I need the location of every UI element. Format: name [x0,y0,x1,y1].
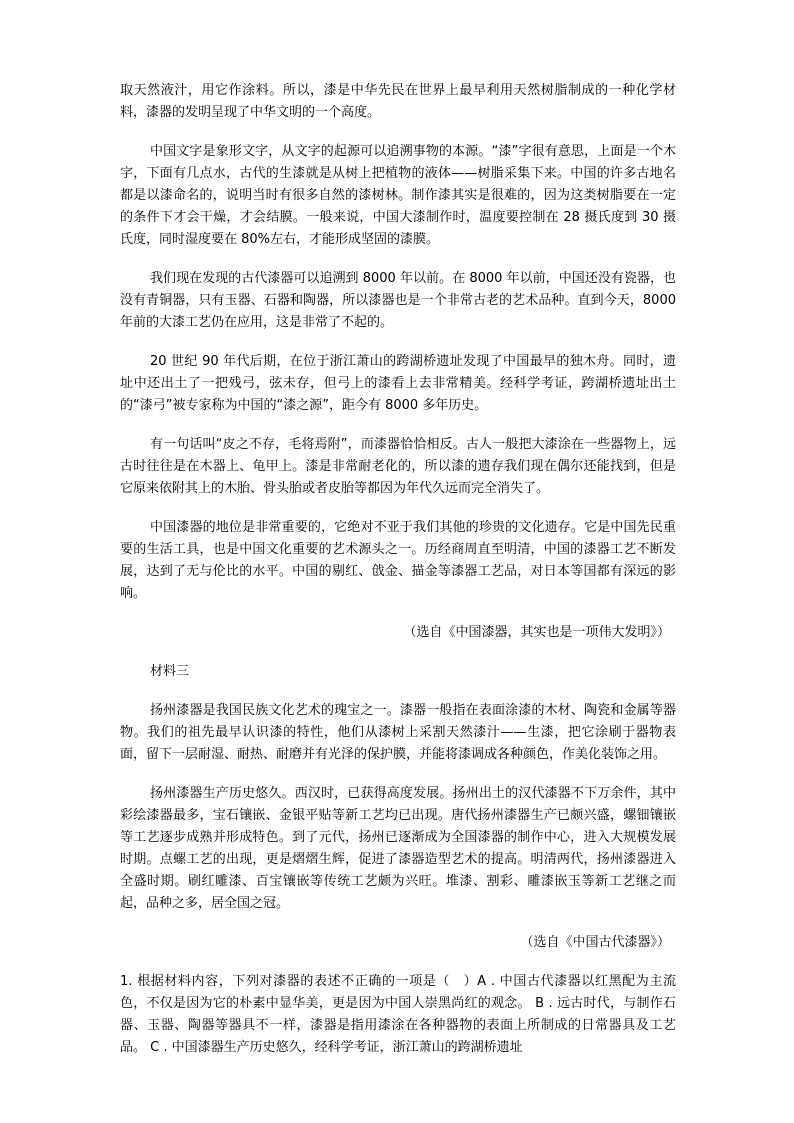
paragraph-character-origin: 中国文字是象形文字，从文字的起源可以追溯事物的本源。“漆”字很有意思，上面是一个木字，下面有几点水，古代的生漆就是从树上把植物的液体——树脂采集下来。中国的许多古地名都是以漆命名的，说明当时有很多自然的漆树林。制作漆其实是很难的，因为这类树脂要在一定的条件下才会干燥，才会结膜。一般来说，中国大漆制作时，温度要控制在 28 摄氏度到 30 摄氏度，同时湿度要在 80%左右，才能形成坚固的漆膜。 [120,144,676,247]
paragraph-8000-years: 我们现在发现的古代漆器可以追溯到 8000 年以前。在 8000 年以前，中国还没有瓷器，也没有青铜器，只有玉器、石器和陶器，所以漆器也是一个非常古老的艺术品种。直到今天，8000 年前的大漆工艺仍在应用，这是非常了不起的。 [120,271,676,330]
paragraph-yangzhou-lacquer: 扬州漆器是我国民族文化艺术的瑰宝之一。漆器一般指在表面涂漆的木材、陶瓷和金属等器物。我们的祖先最早认识漆的特性，他们从漆树上采割天然漆汁——生漆，把它涂刷于器物表面，留下一层耐湿、耐热、耐磨并有光泽的保护膜，并能将漆调成各种颜色，作美化装饰之用。 [120,703,676,762]
paragraph-intro-continuation: 取天然液汁，用它作涂料。所以，漆是中华先民在世界上最早利用天然树脂制成的一种化学材料，漆器的发明呈现了中华文明的一个高度。 [120,83,676,120]
source-citation-1: （选自《中国漆器，其实也是一项伟大发明》） [403,625,670,640]
document-page [120,80,676,1059]
section-heading-material-3: 材料三 [150,664,190,679]
paragraph-skin-and-hair: 有一句话叫“皮之不存，毛将焉附”，而漆器恰恰相反。古人一般把大漆涂在一些器物上，远古时往往是在木器上、龟甲上。漆是非常耐老化的，所以漆的遗存我们现在偶尔还能找到，但是它原来依附其上的木胎、骨头胎或者皮胎等都因为年代久远而完全消失了。 [120,437,676,496]
question-1: 1. 根据材料内容，下列对漆器的表述不正确的一项是（ ）A . 中国古代漆器以红黑配为主流色，不仅是因为它的朴素中显华美，更是因为中国人崇黑尚红的观念。 B . 远古时代，与制作石器、玉器、陶器等器具不一样，漆器是指用漆涂在各种器物的表面上所制成的日常器具及工艺品。 C . 中国漆器生产历史悠久，经科学考证，浙江萧山的跨湖桥遗址 [120,974,676,1055]
paragraph-yangzhou-history: 扬州漆器生产历史悠久。西汉时，已获得高度发展。扬州出土的汉代漆器不下万余件，其中彩绘漆器最多，宝石镶嵌、金银平贴等新工艺均已出现。唐代扬州漆器生产已颇兴盛，螺钿镶嵌等工艺逐步成熟并形成特色。到了元代，扬州已逐渐成为全国漆器的制作中心，进入大规模发展时期。点螺工艺的出现，更是熠熠生辉，促进了漆器造型艺术的提高。明清两代，扬州漆器进入全盛时期。刷红雕漆、百宝镶嵌等传统工艺颇为兴旺。堆漆、割彩、雕漆嵌玉等新工艺继之而起，品种之多，居全国之冠。 [120,786,676,911]
paragraph-kuahuqiao: 20 世纪 90 年代后期，在位于浙江萧山的跨湖桥遗址发现了中国最早的独木舟。同时，遗址中还出土了一把残弓，弦未存，但弓上的漆看上去非常精美。经科学考证，跨湖桥遗址出土的“漆弓”被专家称为中国的“漆之源”，距今有 8000 多年历史。 [120,354,676,413]
source-citation-2: （选自《中国古代漆器》） [520,935,670,950]
paragraph-status: 中国漆器的地位是非常重要的，它绝对不亚于我们其他的珍贵的文化遗存。它是中国先民重要的生活工具，也是中国文化重要的艺术源头之一。历经商周直至明清，中国的漆器工艺不断发展，达到了无与伦比的水平。中国的剔红、戗金、描金等漆器工艺品，对日本等国都有深远的影响。 [120,520,676,601]
